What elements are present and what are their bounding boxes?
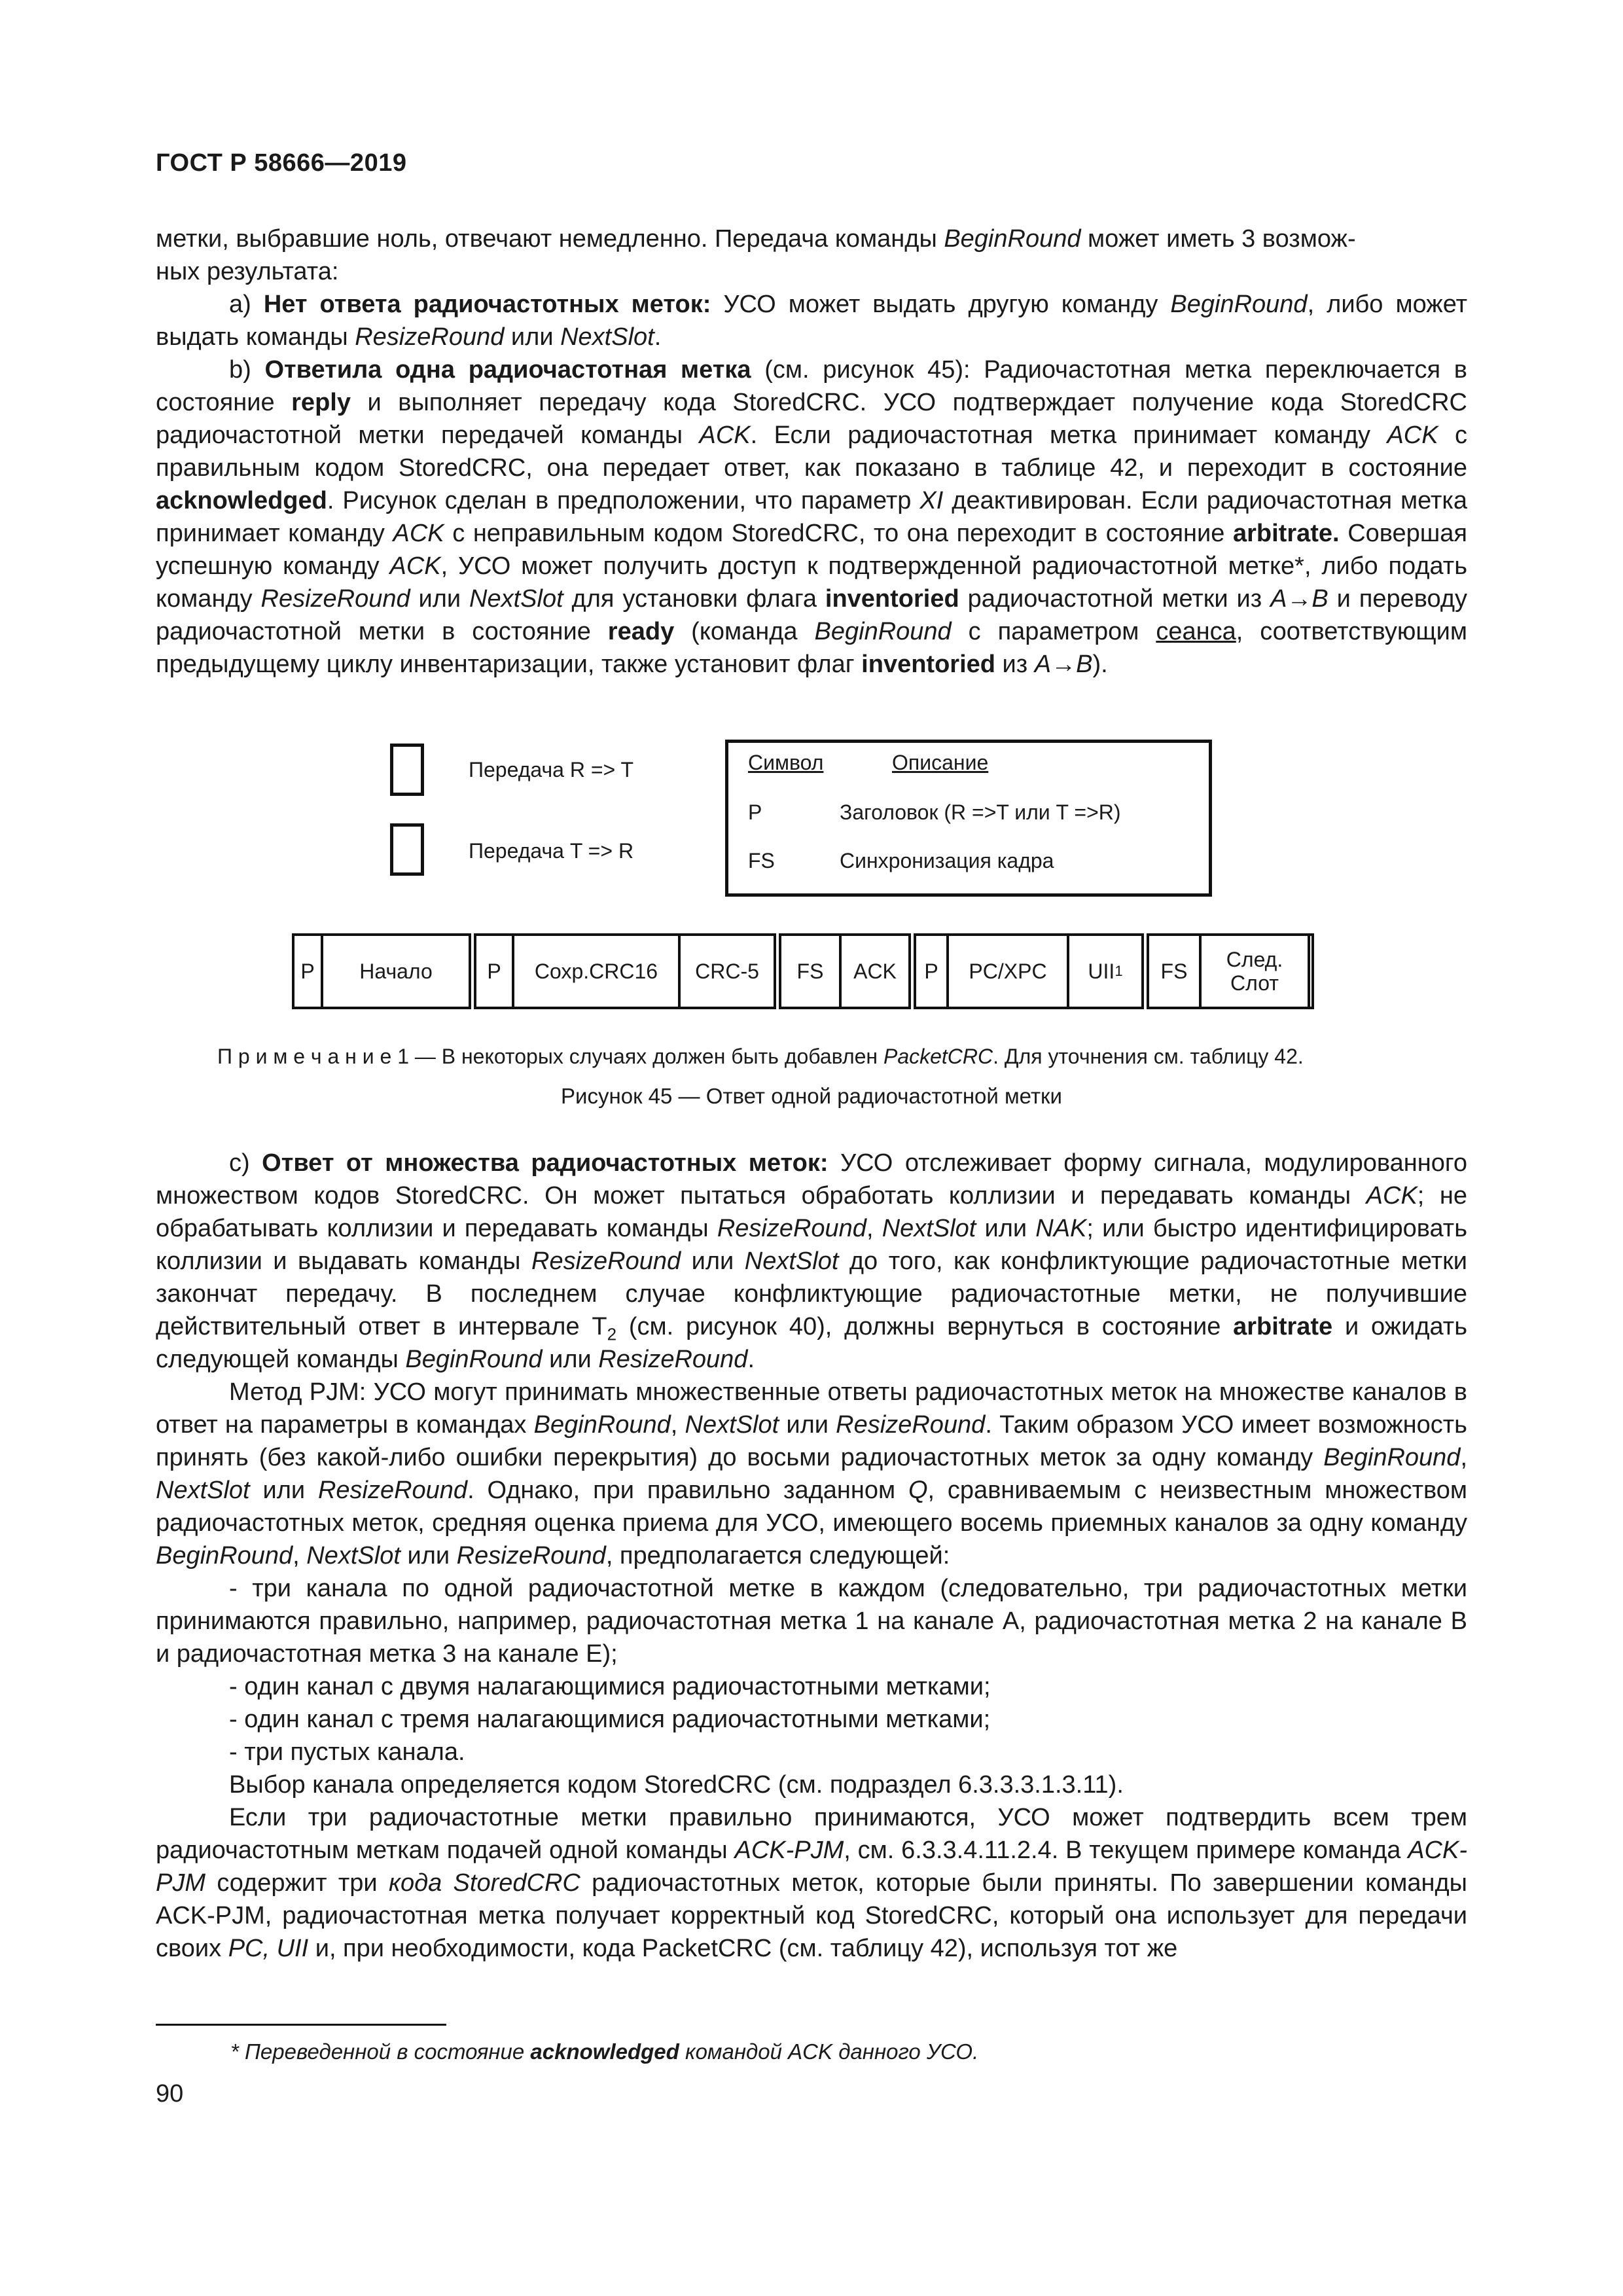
pjm-paragraph: Метод PJM: УСО могут принимать множественные ответы радиочастотных меток на множестве каналов в ответ на параметры в командах BeginRound, NextSlot или ResizeRound. Таким образом УСО имеет возможность принять (без какой-либо ошибки перекрытия) до восьми радиочастотных меток за одну команду BeginRound, NextSlot или ResizeRound. Однако, при правильно заданном Q, сравниваемым с неизвестным множеством радиочастотных меток, средняя оценка приема для УСО, имеющего восемь приемных каналов за одну команду BeginRound, NextSlot или ResizeRound, предполагается следующей:: [156, 1378, 1467, 1570]
legend-row-desc: Заголовок (R =>T или T =>R): [840, 800, 1121, 824]
item-a: а) Нет ответа радиочастотных меток: УСО может выдать другую команду BeginRound, либо может выдать команды ResizeRound или NextSlot.: [156, 291, 1467, 351]
item-c: с) Ответ от множества радиочастотных меток: УСО отслеживает форму сигнала, модулированного множеством кодов StoredCRC. Он может пытаться обработать коллизии и передавать команды ACK; не обрабатывать коллизии и передавать команды ResizeRound, NextSlot или NAK; или быстро идентифицировать коллизии и выдавать команды ResizeRound или NextSlot до того, как конфликтующие радиочастотные метки закончат передачу. В последнем случае конфликтующие радиочастотные метки, не получившие действительный ответ в интервале $T_2$ (см. рисунок 40), должны вернуться в состояние arbitrate и ожидать следующей команды BeginRound или ResizeRound.: [156, 1149, 1467, 1373]
footnote-separator: [156, 2024, 446, 2026]
body-text-top: [156, 223, 1467, 681]
legend-row-desc: Синхронизация кадра: [840, 849, 1054, 872]
item-b: b) Ответила одна радиочастотная метка (см. рисунок 45): Радиочастотная метка переключается в состояние reply и выполняет передачу кода StoredCRC. УСО подтверждает получение кода StoredCRC радиочастотной метки передачей команды ACK. Если радиочастотная метка принимает команду ACK с правильным кодом StoredCRC, она передает ответ, как показано в таблице 42, и переходит в состояние acknowledged. Рисунок сделан в предположении, что параметр XI деактивирован. Если радиочастотная метка принимает команду ACK с неправильным кодом StoredCRC, то она переходит в состояние arbitrate. Совершая успешную команду ACK, УСО может получить доступ к подтвержденной радиочастотной метке*, либо подать команду ResizeRound или NextSlot для установки флага inventoried радиочастотной метки из A→B и переводу радиочастотной метки в состояние ready (команда BeginRound с параметром сеанса, соответствующим предыдущему циклу инвентаризации, также установит флаг inventoried из A→B).: [156, 356, 1468, 678]
symbol-header: Символ: [748, 751, 824, 774]
legend-rt-label: Передача R => T: [469, 758, 634, 781]
description-header: Описание: [892, 751, 989, 774]
frame-cell-preamble: P: [292, 933, 323, 1009]
frame-cell-pc-xpc: PC/XPC: [946, 933, 1069, 1009]
frame-cell-next-slot: След. Слот: [1199, 933, 1310, 1009]
frame-end-bar: [1308, 933, 1314, 1009]
frame-cell-uii: UII 1: [1067, 933, 1144, 1009]
figure-note: П р и м е ч а н и е 1 — В некоторых случаях должен быть добавлен PacketCRC. Для уточнения см. таблицу 42.: [217, 1045, 1304, 1068]
frame-cell-storedcrc16: Сохр.CRC16: [512, 933, 681, 1009]
frame-cell-crc5: CRC-5: [678, 933, 776, 1009]
channel-selection-paragraph: Выбор канала определяется кодом StoredCRC (см. подраздел 6.3.3.3.1.3.11).: [229, 1771, 1124, 1799]
frame-cell-start: Начало: [321, 933, 471, 1009]
document-header: ГОСТ Р 58666—2019: [156, 149, 407, 177]
list-item: - один канал с двумя налагающимися радиочастотными метками;: [229, 1673, 991, 1700]
list-item: - три канала по одной радиочастотной метке в каждом (следовательно, три радиочастотных метки принимаются правильно, например, радиочастотная метка 1 на канале А, радиочастотная метка 2 на канале В и радиочастотная метка 3 на канале Е);: [156, 1575, 1467, 1668]
page-number: 90: [156, 2080, 184, 2108]
ack-pjm-paragraph: Если три радиочастотные метки правильно принимаются, УСО может подтвердить всем трем радиочастотным меткам подачей одной команды ACK-PJM, см. 6.3.3.4.11.2.4. В текущем примере команда ACK-PJM содержит три кода StoredCRC радиочастотных меток, которые были приняты. По завершении команды ACK-PJM, радиочастотная метка получает корректный код StoredCRC, который она использует для передачи своих PC, UII и, при необходимости, кода PacketCRC (см. таблицу 42), используя тот же: [156, 1804, 1467, 1962]
frame-cell-ack: ACK: [839, 933, 911, 1009]
frame-diagram: [292, 933, 1311, 1009]
symbol-legend-table: [725, 740, 1212, 897]
footnote: * Переведенной в состояние acknowledged командой ACK данного УСО.: [230, 2039, 979, 2064]
body-text-bottom: [156, 1147, 1467, 1965]
legend-tr-label: Передача T => R: [469, 839, 634, 863]
legend-rt-square: [390, 744, 424, 796]
intro-paragraph: метки, выбравшие ноль, отвечают немедленно. Передача команды BeginRound может иметь 3 возмож- ных результата:: [156, 225, 1356, 285]
frame-cell-preamble: P: [474, 933, 514, 1009]
legend-tr-square: [390, 823, 424, 876]
frame-cell-frame-sync: FS: [1147, 933, 1202, 1009]
frame-cell-frame-sync: FS: [779, 933, 842, 1009]
list-item: - один канал с тремя налагающимися радиочастотными метками;: [229, 1706, 991, 1733]
figure-caption: Рисунок 45 — Ответ одной радиочастотной метки: [561, 1084, 1062, 1108]
frame-cell-preamble: P: [914, 933, 949, 1009]
list-item: - три пустых канала.: [229, 1738, 465, 1766]
legend-row-symbol: FS: [748, 849, 775, 872]
legend-row-symbol: P: [748, 800, 762, 824]
